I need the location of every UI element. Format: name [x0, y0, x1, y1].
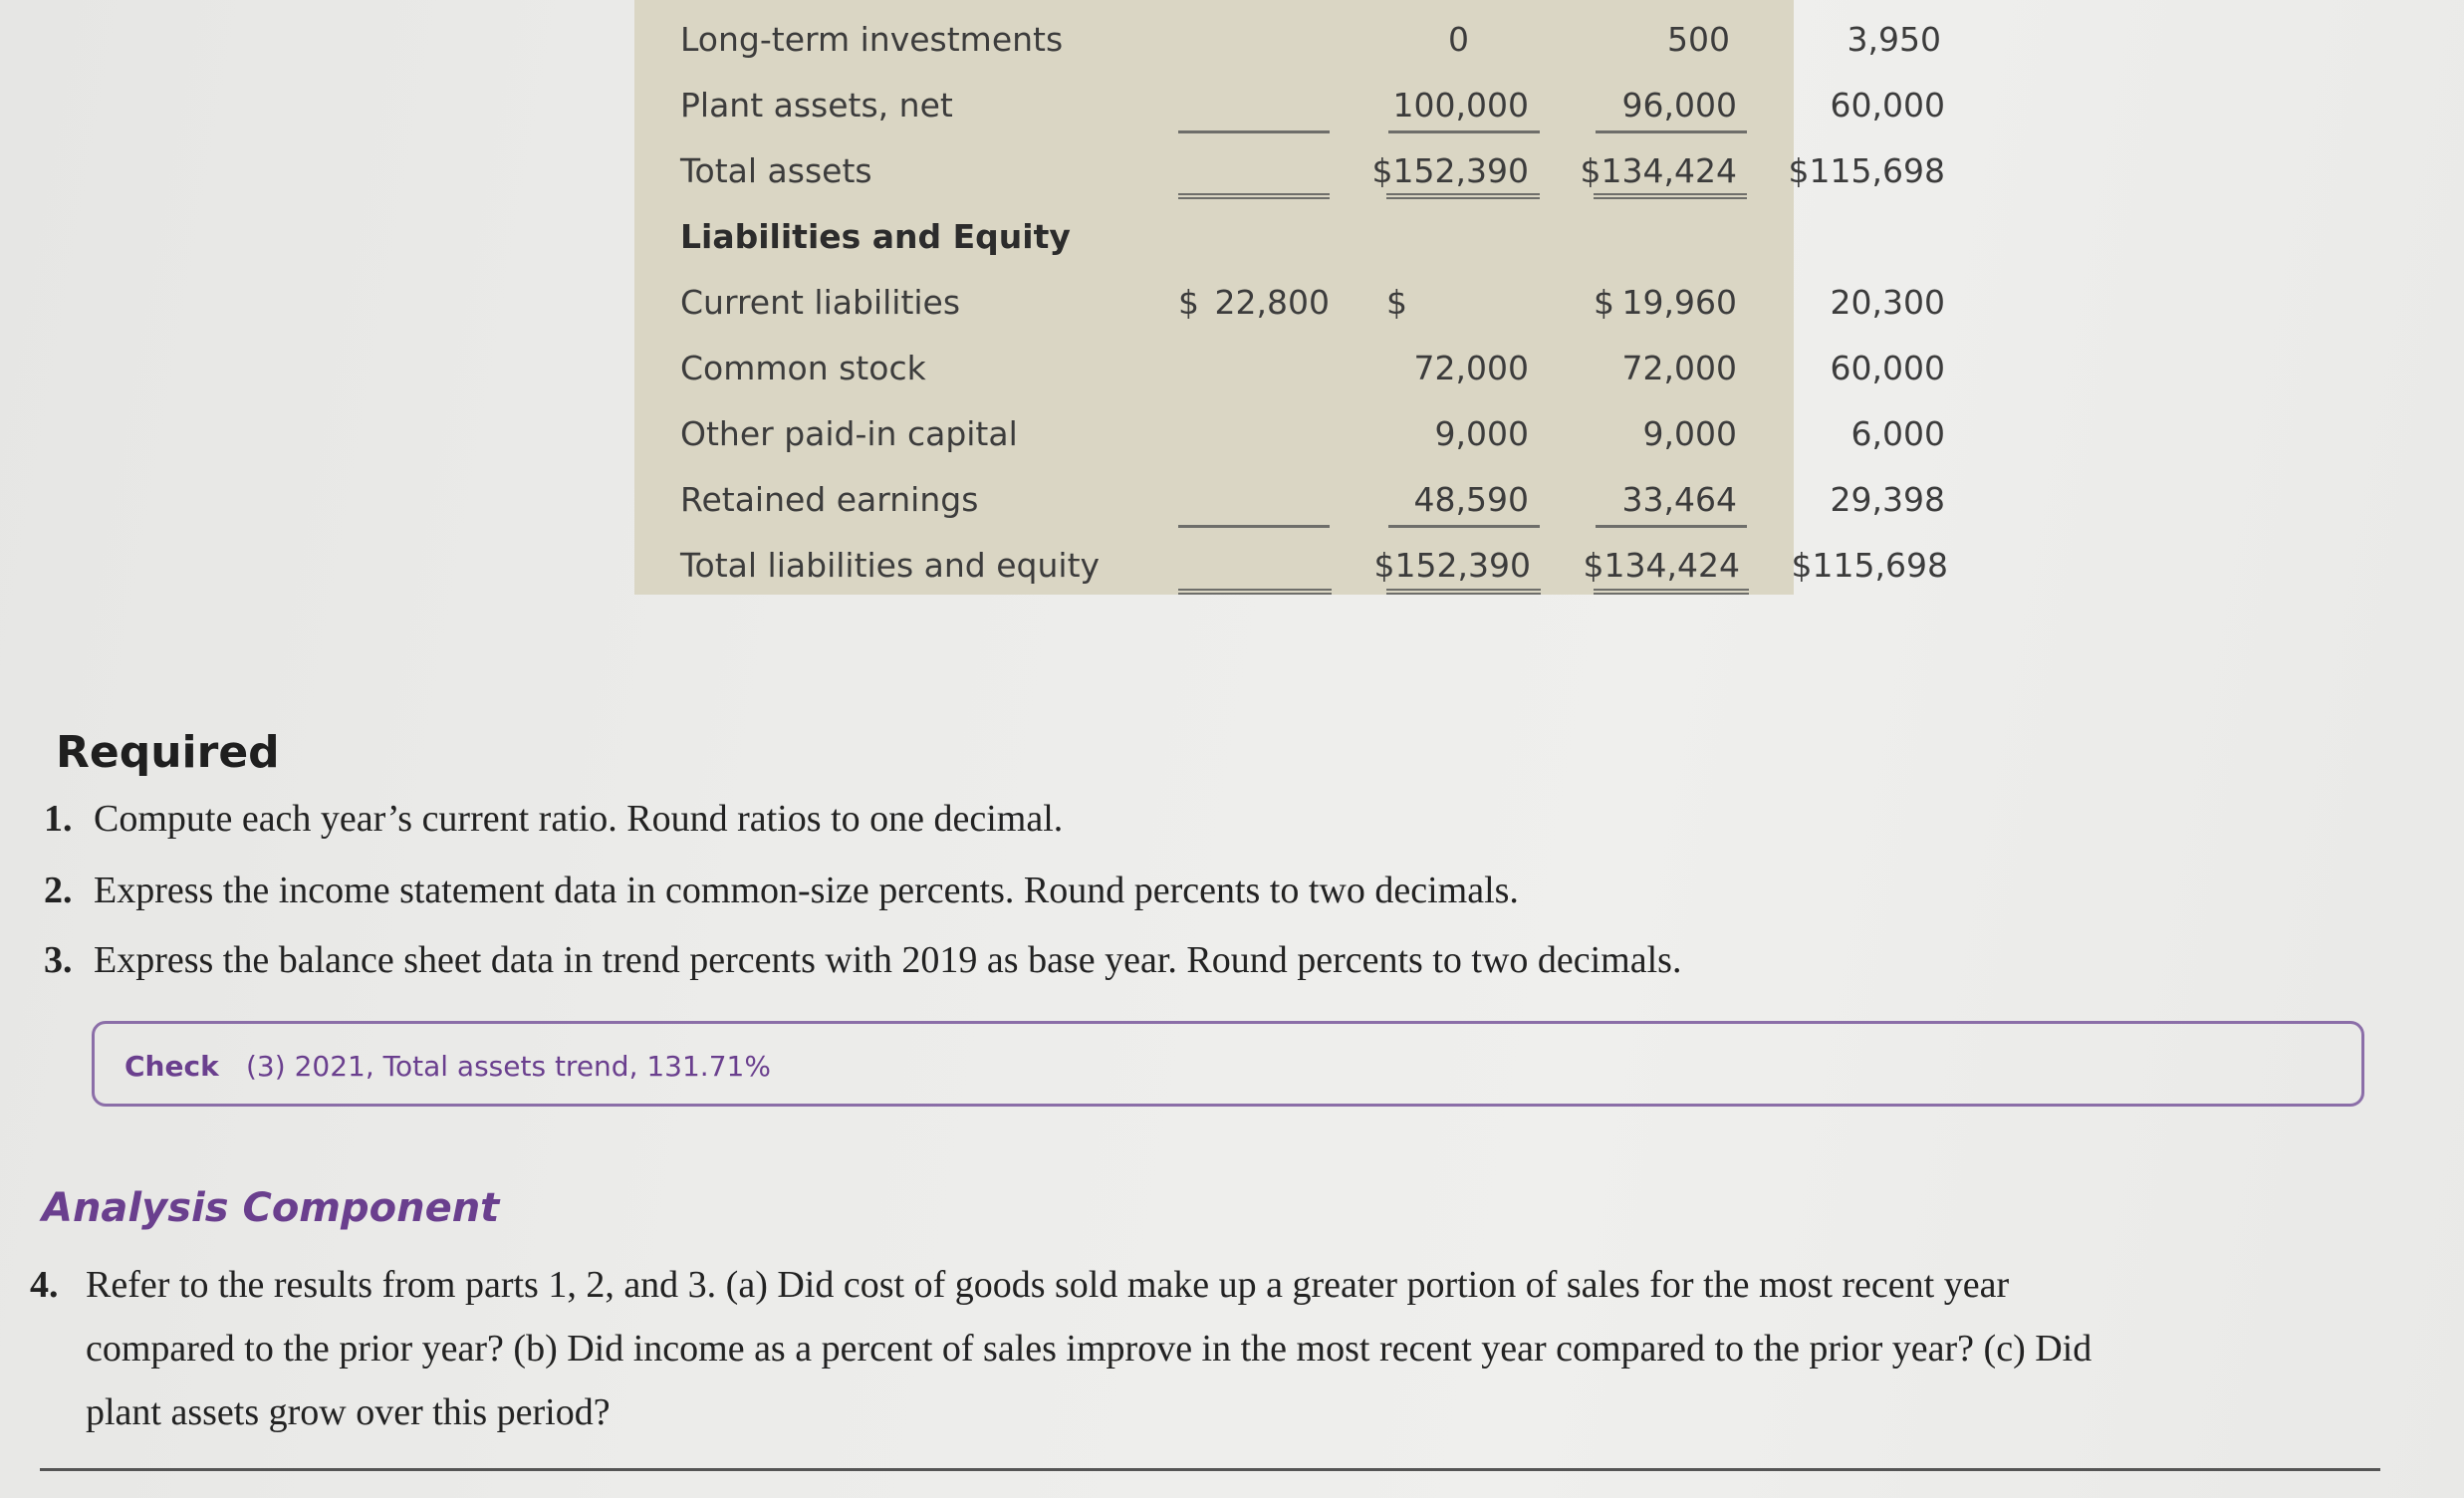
row-label: Common stock — [680, 349, 926, 387]
table-row — [634, 339, 1945, 404]
value-col2: 500 — [1667, 20, 1730, 59]
value-col2: $134,424 — [1580, 151, 1737, 190]
value-col1: 22,800 — [1214, 283, 1330, 322]
table-row — [634, 470, 1945, 536]
check-box — [92, 1021, 2364, 1107]
divider — [40, 1468, 2380, 1471]
check-label: Check — [124, 1050, 219, 1083]
item-text: Refer to the results from parts 1, 2, and 3. (a) Did cost of goods sold make up a greater portion of sales for the most recent year — [86, 1264, 2010, 1306]
row-label: Total assets — [680, 151, 872, 190]
table-row — [634, 273, 1945, 339]
value-col1: $152,390 — [1371, 151, 1529, 190]
table-row — [634, 404, 1945, 470]
analysis-line-2: compared to the prior year? (b) Did income as a percent of sales improve in the most recent year compared to the prior year? (c) Did — [86, 1328, 2093, 1370]
required-heading: Required — [56, 727, 280, 778]
value-col3: 6,000 — [1850, 414, 1945, 453]
double-underline — [1594, 589, 1749, 595]
dollar-sign: $ — [1178, 283, 1199, 322]
table-row — [634, 141, 1945, 207]
table-row — [634, 536, 1948, 602]
double-underline — [1594, 193, 1747, 199]
row-label: Retained earnings — [680, 480, 979, 519]
analysis-heading: Analysis Component — [42, 1185, 500, 1231]
required-item-3 — [44, 938, 1681, 982]
required-item-1 — [44, 797, 1063, 841]
row-label: Total liabilities and equity — [680, 546, 1101, 585]
required-item-2 — [44, 869, 1519, 912]
balance-sheet-table — [634, 0, 1948, 595]
check-text: (3) 2021, Total assets trend, 131.71% — [246, 1050, 771, 1083]
item-number: 1. — [44, 798, 73, 840]
value-col2: 9,000 — [1642, 414, 1737, 453]
item-text: Express the income statement data in common-size percents. Round percents to two decimals. — [94, 870, 1519, 911]
value-col2: 33,464 — [1621, 480, 1737, 519]
table-row — [634, 76, 1945, 141]
row-label: Other paid-in capital — [680, 414, 1018, 453]
underline — [1596, 130, 1747, 133]
section-heading: Liabilities and Equity — [680, 217, 1071, 256]
item-number: 4. — [30, 1264, 59, 1306]
value-col3: 29,398 — [1830, 480, 1945, 519]
double-underline — [1178, 589, 1332, 595]
underline — [1388, 525, 1540, 528]
underline — [1178, 130, 1330, 133]
value-col3: $115,698 — [1791, 546, 1948, 585]
row-label: Current liabilities — [680, 283, 961, 322]
value-col1: 100,000 — [1392, 86, 1529, 125]
analysis-item-4 — [30, 1253, 2400, 1444]
underline — [1178, 525, 1330, 528]
value-col1: 0 — [1448, 20, 1469, 59]
value-col1: 9,000 — [1434, 414, 1529, 453]
double-underline — [1178, 193, 1330, 199]
analysis-line-1 — [30, 1253, 2400, 1317]
item-number: 2. — [44, 870, 73, 911]
value-col2: 96,000 — [1621, 86, 1737, 125]
item-text: Express the balance sheet data in trend percents with 2019 as base year. Round percents to two decimals. — [94, 939, 1682, 981]
value-col3: $115,698 — [1788, 151, 1945, 190]
value-col3: 60,000 — [1830, 349, 1945, 387]
dollar-sign: $ — [1386, 283, 1407, 322]
double-underline — [1386, 193, 1540, 199]
section-heading-row — [634, 207, 1794, 273]
table-row — [634, 10, 1941, 76]
value-col2: $134,424 — [1583, 546, 1740, 585]
value-col3: 20,300 — [1830, 283, 1945, 322]
value-col1: 48,590 — [1413, 480, 1529, 519]
value-col1: $152,390 — [1373, 546, 1531, 585]
underline — [1388, 130, 1540, 133]
item-number: 3. — [44, 939, 73, 981]
value-col2: 72,000 — [1621, 349, 1737, 387]
row-label: Plant assets, net — [680, 86, 953, 125]
row-label: Long-term investments — [680, 20, 1064, 59]
value-col2: 19,960 — [1621, 283, 1737, 322]
analysis-line-3: plant assets grow over this period? — [86, 1391, 611, 1433]
dollar-sign: $ — [1594, 283, 1614, 322]
double-underline — [1386, 589, 1541, 595]
underline — [1596, 525, 1747, 528]
item-text: Compute each year’s current ratio. Round ratios to one decimal. — [94, 798, 1064, 840]
value-col3: 60,000 — [1830, 86, 1945, 125]
value-col1: 72,000 — [1413, 349, 1529, 387]
value-col3: 3,950 — [1847, 20, 1941, 59]
